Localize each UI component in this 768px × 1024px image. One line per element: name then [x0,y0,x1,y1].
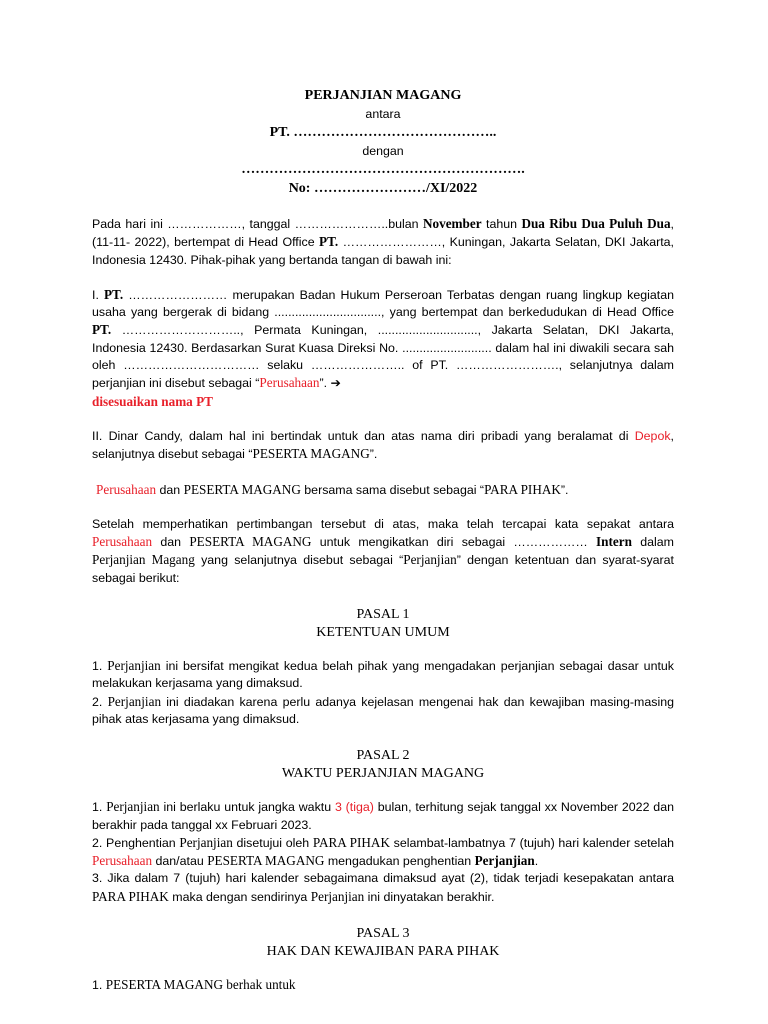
agreement-intern: Intern [596,534,632,550]
header-pt-line: PT. …………………………………….. [269,125,497,140]
pasal-1-heading: PASAL 1 [356,607,410,623]
agreement-company: Perusahaan [92,534,153,550]
pasal-2-item-3-text-2: maka dengan sendirinya [168,889,311,904]
document-body [92,86,674,994]
header-between: antara [365,107,401,121]
pasal-3-item-1-number: 1. [92,978,106,993]
pasal-1-subheading: KETENTUAN UMUM [316,625,450,641]
party-one-text-1: …………………… merupakan Badan Hukum Perseroan Terbatas dengan ruang lingkup kegiatan usaha yang bergerak di bidang ..............................., yang bertempat dan berkedudukan di Head Office [92,287,675,320]
party-two-paragraph [92,428,674,464]
party-two-text-3: ”. [369,447,378,462]
pasal-1-item-2 [92,693,674,729]
pasal-2-item-2-text-3: selambat-lambatnya 7 (tujuh) hari kalender setelah [389,835,674,850]
parties-together-text-2: bersama sama disebut sebagai “ [300,482,485,497]
opening-year-words: Dua Ribu Dua Puluh Dua [521,216,671,231]
header-dots-line: ……………………………………………………. [241,162,525,177]
pasal-2-item-2-text-6: . [534,854,539,869]
parties-together-para-pihak: PARA PIHAK [484,481,561,497]
pasal-2-item-3-text-1: 3. Jika dalam 7 (tujuh) hari kalender sebagaimana dimaksud ayat (2), tidak terjadi kesepakatan antara [92,871,674,886]
party-one-text-2: ……………………….., Permata Kuningan, ............................., Jakarta Selatan, DKI Jakarta, Indonesia 12430. Berdasarkan Surat Kuasa Direksi No. .......................... dalam hal ini diwakili secara sah oleh …………………………… selaku ………………….. of PT. ……………………., selanjutnya dalam perjanjian ini disebut sebagai “ [92,323,674,391]
arrow-right-icon: ➔ [330,376,341,391]
pasal-3-item-1 [92,976,674,994]
party-one-paragraph [92,286,674,411]
pasal-1-item-1-perjanjian: Perjanjian [107,658,161,674]
pasal-3-item-1-text: berhak untuk [223,977,296,993]
agreement-text-2: dan [152,535,190,550]
pasal-2-item-1-number: 1. [92,800,107,815]
parties-together-company: Perusahaan [96,481,157,497]
pasal-1-item-2-perjanjian: Perjanjian [107,693,162,709]
opening-text-3: , (11-11- 2022), bertempat di Head Office [92,217,674,250]
header-number: No: ……………………/XI/2022 [288,181,478,196]
pasal-2-subheading: WAKTU PERJANJIAN MAGANG [281,766,485,782]
opening-text-1: Pada hari ini ………………, tanggal …………………..bulan [92,217,423,231]
pasal-2-item-1-duration: 3 (tiga) [334,800,374,815]
opening-month: November [422,216,482,231]
header-with: dengan [362,144,404,158]
pasal-2-item-2-perjanjian: Perjanjian [179,834,233,850]
pasal-2-item-2-company: Perusahaan [92,853,153,869]
agreement-perjanjian: Perjanjian [403,552,457,568]
party-one-note: disesuaikan nama PT [92,393,213,409]
party-one-pt-2: PT. [92,322,112,338]
pasal-1-item-2-text: ini diadakan karena perlu adanya kejelasan mengenai hak dan kewajiban masing-masing pihak atas kerjasama yang dimaksud. [92,694,674,726]
pasal-2-item-2-perjanjian-2: Perjanjian [474,853,535,869]
pasal-3-heading: PASAL 3 [356,926,410,942]
opening-text-4: ……………………, Kuningan, Jakarta Selatan, DKI Jakarta, Indonesia 12430. Pihak-pihak yang bertanda tangan di bawah ini: [92,235,674,267]
pasal-2-item-2-para-pihak: PARA PIHAK [312,834,390,850]
document-title: PERJANJIAN MAGANG [304,88,462,103]
pasal-2-heading: PASAL 2 [356,748,410,764]
party-two-city: Depok [634,428,671,443]
party-two-text-2: , selanjutnya disebut sebagai “ [92,428,674,462]
pasal-3-item-1-participant: PESERTA MAGANG [105,977,223,993]
pasal-1-item-1 [92,657,674,693]
pasal-1-item-1-number: 1. [92,659,108,674]
pasal-2 [92,747,674,906]
pasal-2-item-1-text-2: bulan, terhitung sejak tanggal xx November 2022 dan berakhir pada tanggal xx Februari 2023. [92,800,674,832]
pasal-3 [92,925,674,994]
agreement-text-4: dalam [631,535,674,550]
opening-paragraph [92,215,674,269]
pasal-2-item-2-text-4: dan/atau [152,854,208,869]
parties-together-text-1: dan [156,482,184,497]
party-two-text-1: II. Dinar Candy, dalam hal ini bertindak untuk dan atas nama diri pribadi yang beralamat di [92,428,635,443]
agreement-text-3: untuk mengikatkan diri sebagai ……………… [311,535,597,550]
pasal-2-item-3-perjanjian: Perjanjian [310,888,365,904]
pasal-2-item-1 [92,798,674,834]
pasal-1-item-1-text: ini bersifat mengikat kedua belah pihak yang mengadakan perjanjian sebagai dasar untuk melakukan kerjasama yang dimaksud. [92,659,674,691]
pasal-2-item-3 [92,870,674,906]
agreement-text-5: yang selanjutnya disebut sebagai “ [194,553,404,568]
opening-text-2: tahun [481,217,522,231]
pasal-2-item-2-text-5: mengadukan penghentian [324,854,475,869]
pasal-2-item-2 [92,834,674,871]
party-one-company: Perusahaan [259,375,320,391]
pasal-2-item-1-perjanjian: Perjanjian [106,799,160,815]
pasal-2-item-3-para-pihak: PARA PIHAK [92,888,169,904]
pasal-2-item-3-text-3: ini dinyatakan berakhir. [364,889,495,904]
agreement-participant: PESERTA MAGANG [189,534,312,550]
pasal-2-item-2-participant: PESERTA MAGANG [207,853,325,869]
pasal-1-item-2-number: 2. [92,694,108,709]
agreement-text-1: Setelah memperhatikan pertimbangan tersebut di atas, maka telah tercapai kata sepakat antara [92,516,674,531]
agreement-paragraph [92,516,674,587]
party-one-text-3: ”. [319,376,331,391]
parties-together-paragraph [92,481,674,499]
pasal-1 [92,606,674,728]
party-two-participant: PESERTA MAGANG [252,446,370,462]
parties-together-participant: PESERTA MAGANG [183,481,301,497]
opening-pt: PT. [319,234,339,250]
pasal-2-item-1-text-1: ini berlaku untuk jangka waktu [159,800,335,815]
agreement-perjanjian-magang: Perjanjian Magang [92,552,195,568]
agreement-text-6: ” dengan ketentuan dan syarat-syarat sebagai berikut: [92,553,674,585]
party-one-pt: PT. [104,286,124,302]
party-one-number: I. [92,287,104,302]
pasal-3-subheading: HAK DAN KEWAJIBAN PARA PIHAK [266,944,500,960]
document-header [92,86,674,198]
pasal-2-item-2-text-1: 2. Penghentian [92,835,180,850]
parties-together-text-3: ”. [560,482,569,497]
pasal-2-item-2-text-2: disetujui oleh [232,835,313,850]
